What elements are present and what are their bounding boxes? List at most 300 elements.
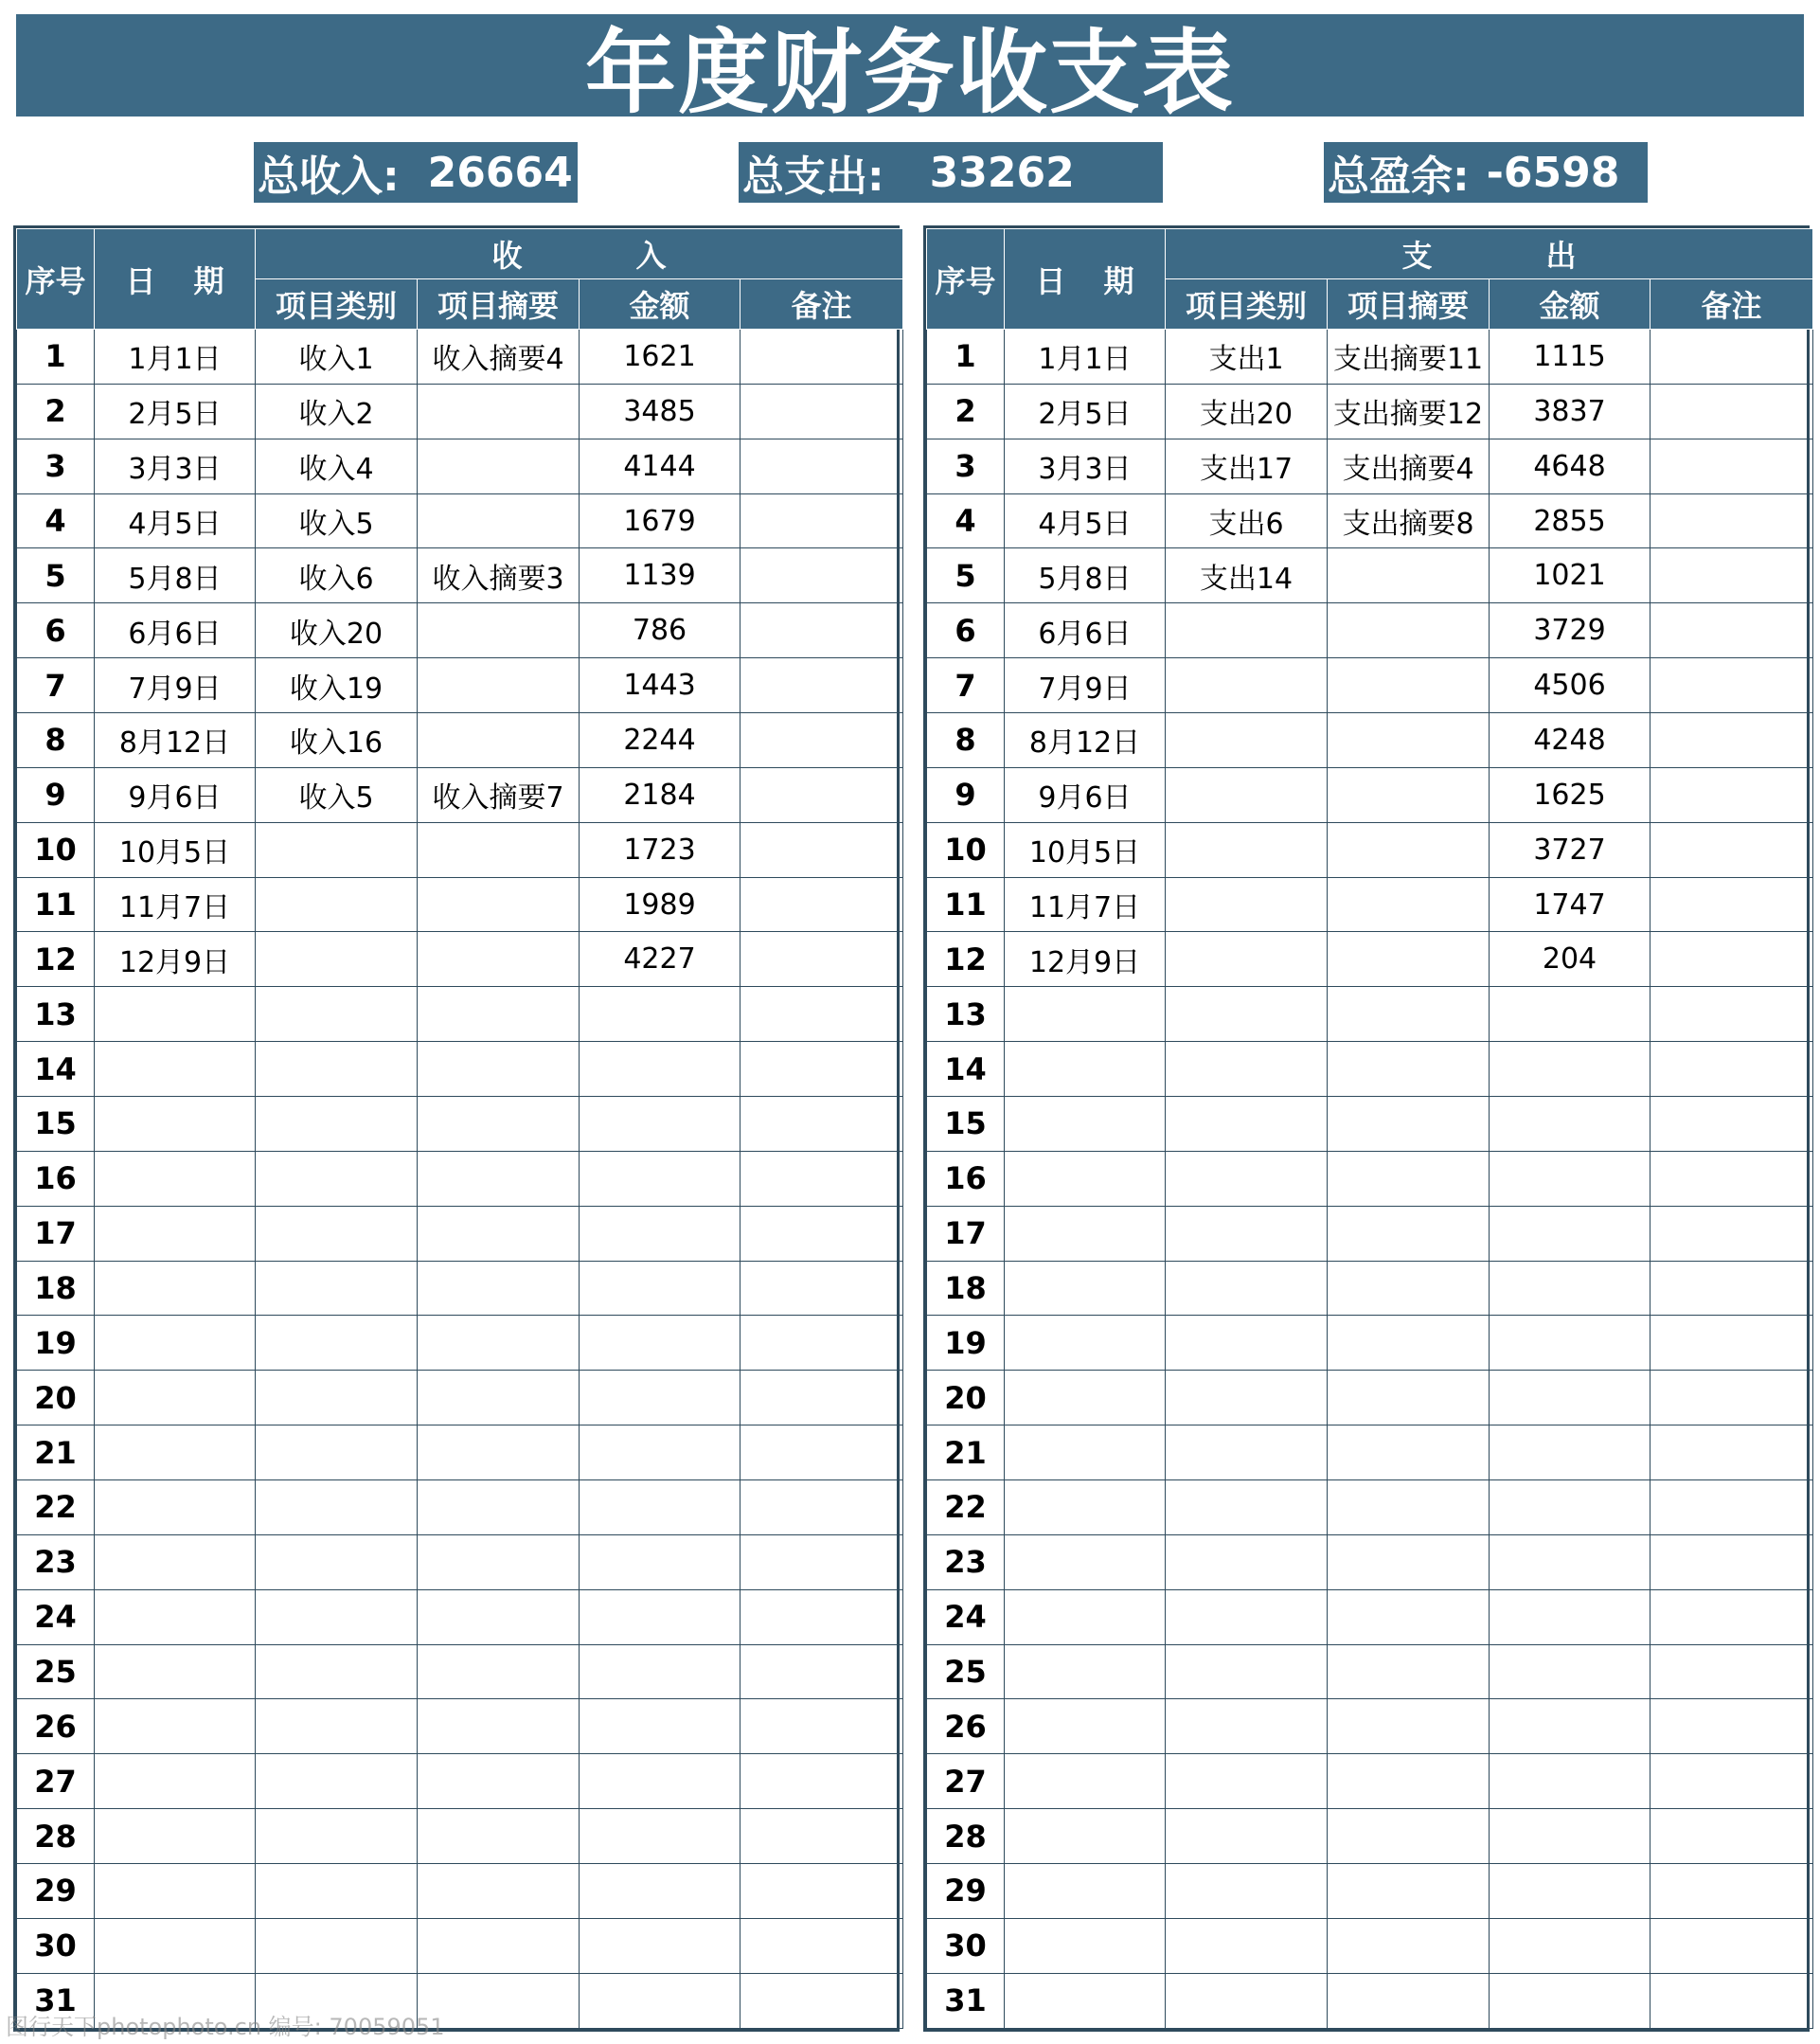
row-note bbox=[740, 1754, 903, 1809]
table-row bbox=[17, 439, 903, 493]
row-date bbox=[1005, 1699, 1166, 1754]
total-balance-label: 总盈余: bbox=[1328, 152, 1470, 201]
row-category bbox=[1166, 877, 1328, 932]
row-category bbox=[256, 877, 418, 932]
row-amount bbox=[1490, 1042, 1650, 1097]
row-category bbox=[256, 1754, 418, 1809]
row-note bbox=[1650, 932, 1813, 987]
row-number: 8 bbox=[927, 713, 1005, 768]
row-summary bbox=[418, 1042, 580, 1097]
row-category: 收入5 bbox=[256, 493, 418, 548]
row-amount: 1021 bbox=[1490, 548, 1650, 603]
row-category bbox=[1166, 1644, 1328, 1699]
row-amount bbox=[580, 1973, 740, 2028]
row-summary bbox=[418, 658, 580, 713]
row-category bbox=[1166, 1973, 1328, 2028]
row-category bbox=[256, 1042, 418, 1097]
table-row bbox=[927, 1644, 1813, 1699]
row-summary: 支出摘要12 bbox=[1328, 384, 1490, 439]
total-expense-label: 总支出: bbox=[742, 152, 884, 201]
row-summary bbox=[418, 932, 580, 987]
row-amount bbox=[1490, 1699, 1650, 1754]
row-number: 22 bbox=[927, 1480, 1005, 1535]
row-number: 27 bbox=[17, 1754, 95, 1809]
row-category: 收入5 bbox=[256, 767, 418, 822]
row-note bbox=[1650, 1261, 1813, 1316]
row-category bbox=[1166, 1316, 1328, 1371]
row-date bbox=[1005, 1206, 1166, 1261]
row-summary bbox=[418, 1371, 580, 1425]
date-header-part2: 期 bbox=[1103, 262, 1134, 299]
row-date bbox=[1005, 1534, 1166, 1589]
row-category bbox=[1166, 1809, 1328, 1864]
row-note bbox=[1650, 1371, 1813, 1425]
row-number: 13 bbox=[927, 987, 1005, 1042]
row-amount bbox=[580, 1371, 740, 1425]
row-summary bbox=[1328, 658, 1490, 713]
row-note bbox=[740, 1042, 903, 1097]
table-row bbox=[927, 658, 1813, 713]
row-number: 7 bbox=[927, 658, 1005, 713]
row-date: 6月6日 bbox=[95, 603, 256, 658]
row-number: 21 bbox=[17, 1425, 95, 1480]
table-row bbox=[927, 1809, 1813, 1864]
row-date bbox=[95, 1261, 256, 1316]
row-number: 14 bbox=[927, 1042, 1005, 1097]
row-note bbox=[1650, 1480, 1813, 1535]
row-amount: 4227 bbox=[580, 932, 740, 987]
row-number: 2 bbox=[17, 384, 95, 439]
row-note bbox=[740, 767, 903, 822]
total-balance-box bbox=[1324, 142, 1648, 203]
table-row bbox=[17, 767, 903, 822]
row-summary bbox=[418, 1097, 580, 1152]
income-group-part1: 收 bbox=[491, 238, 523, 274]
row-number: 18 bbox=[17, 1261, 95, 1316]
row-date bbox=[1005, 1809, 1166, 1864]
category-header: 项目类别 bbox=[256, 279, 418, 330]
table-row bbox=[17, 1042, 903, 1097]
row-number: 27 bbox=[927, 1754, 1005, 1809]
row-category bbox=[1166, 1042, 1328, 1097]
date-header bbox=[1005, 229, 1166, 330]
row-amount bbox=[1490, 1261, 1650, 1316]
row-summary bbox=[418, 1151, 580, 1206]
row-note bbox=[740, 1206, 903, 1261]
row-number: 12 bbox=[927, 932, 1005, 987]
table-row bbox=[17, 822, 903, 877]
row-note bbox=[1650, 1973, 1813, 2028]
row-summary bbox=[1328, 1809, 1490, 1864]
table-row bbox=[17, 1589, 903, 1644]
row-category bbox=[256, 1316, 418, 1371]
table-row bbox=[17, 1425, 903, 1480]
summary-header: 项目摘要 bbox=[418, 279, 580, 330]
row-summary: 支出摘要4 bbox=[1328, 439, 1490, 493]
row-summary: 收入摘要3 bbox=[418, 548, 580, 603]
row-amount: 2855 bbox=[1490, 493, 1650, 548]
row-number: 28 bbox=[17, 1809, 95, 1864]
row-category bbox=[256, 932, 418, 987]
watermark: 图行天下photophoto.cn 编号: 70059051 bbox=[6, 2014, 445, 2040]
row-amount bbox=[580, 1589, 740, 1644]
row-amount bbox=[1490, 1534, 1650, 1589]
row-category bbox=[1166, 1918, 1328, 1973]
row-date bbox=[1005, 1644, 1166, 1699]
category-header: 项目类别 bbox=[1166, 279, 1328, 330]
table-row bbox=[927, 713, 1813, 768]
table-row bbox=[17, 1316, 903, 1371]
table-row bbox=[17, 1534, 903, 1589]
row-amount bbox=[580, 1864, 740, 1919]
row-summary bbox=[1328, 767, 1490, 822]
row-summary bbox=[1328, 1042, 1490, 1097]
row-amount bbox=[1490, 1864, 1650, 1919]
row-amount bbox=[1490, 1206, 1650, 1261]
row-amount: 3729 bbox=[1490, 603, 1650, 658]
row-date: 10月5日 bbox=[1005, 822, 1166, 877]
row-note bbox=[740, 1261, 903, 1316]
row-note bbox=[740, 1699, 903, 1754]
row-amount: 3485 bbox=[580, 384, 740, 439]
row-category bbox=[1166, 1261, 1328, 1316]
row-number: 16 bbox=[927, 1151, 1005, 1206]
row-number: 25 bbox=[927, 1644, 1005, 1699]
row-amount bbox=[580, 1097, 740, 1152]
row-date bbox=[1005, 1316, 1166, 1371]
row-number: 19 bbox=[17, 1316, 95, 1371]
row-number: 31 bbox=[927, 1973, 1005, 2028]
row-number: 23 bbox=[17, 1534, 95, 1589]
row-amount bbox=[1490, 1097, 1650, 1152]
row-category bbox=[1166, 1699, 1328, 1754]
table-row bbox=[927, 1206, 1813, 1261]
row-summary bbox=[418, 1206, 580, 1261]
row-summary bbox=[1328, 1589, 1490, 1644]
row-amount bbox=[580, 1480, 740, 1535]
table-row bbox=[17, 1151, 903, 1206]
table-row bbox=[927, 1864, 1813, 1919]
row-date: 12月9日 bbox=[95, 932, 256, 987]
row-amount: 4248 bbox=[1490, 713, 1650, 768]
row-summary bbox=[1328, 877, 1490, 932]
row-summary bbox=[1328, 1097, 1490, 1152]
row-date bbox=[95, 1809, 256, 1864]
row-note bbox=[1650, 1918, 1813, 1973]
row-date bbox=[95, 1918, 256, 1973]
row-number: 26 bbox=[17, 1699, 95, 1754]
row-note bbox=[740, 877, 903, 932]
amount-header: 金额 bbox=[1490, 279, 1650, 330]
expense-group-part2: 出 bbox=[1545, 238, 1577, 274]
row-category bbox=[1166, 1206, 1328, 1261]
row-amount bbox=[580, 1699, 740, 1754]
row-summary bbox=[1328, 1371, 1490, 1425]
row-number: 5 bbox=[927, 548, 1005, 603]
row-number: 6 bbox=[927, 603, 1005, 658]
row-summary bbox=[418, 1644, 580, 1699]
row-date: 2月5日 bbox=[95, 384, 256, 439]
row-number: 10 bbox=[927, 822, 1005, 877]
table-row bbox=[17, 1699, 903, 1754]
row-summary bbox=[1328, 1699, 1490, 1754]
row-date bbox=[95, 1097, 256, 1152]
income-group-header bbox=[256, 229, 903, 279]
row-summary bbox=[1328, 822, 1490, 877]
row-category: 收入4 bbox=[256, 439, 418, 493]
row-number: 30 bbox=[927, 1918, 1005, 1973]
row-summary bbox=[418, 1534, 580, 1589]
expense-table bbox=[923, 225, 1810, 2032]
row-summary bbox=[418, 1699, 580, 1754]
row-category bbox=[256, 1918, 418, 1973]
table-row bbox=[17, 1754, 903, 1809]
row-category bbox=[1166, 603, 1328, 658]
row-summary bbox=[1328, 1316, 1490, 1371]
row-summary bbox=[418, 603, 580, 658]
row-number: 3 bbox=[17, 439, 95, 493]
row-amount bbox=[1490, 1371, 1650, 1425]
row-category bbox=[1166, 767, 1328, 822]
row-category bbox=[256, 1261, 418, 1316]
table-row bbox=[17, 658, 903, 713]
row-amount bbox=[580, 987, 740, 1042]
table-row bbox=[927, 1425, 1813, 1480]
row-number: 1 bbox=[927, 330, 1005, 385]
row-summary bbox=[418, 1316, 580, 1371]
row-amount: 204 bbox=[1490, 932, 1650, 987]
row-amount bbox=[580, 1809, 740, 1864]
row-summary bbox=[1328, 1480, 1490, 1535]
row-note bbox=[1650, 822, 1813, 877]
row-date bbox=[95, 1480, 256, 1535]
table-row bbox=[927, 767, 1813, 822]
row-note bbox=[1650, 1151, 1813, 1206]
table-row bbox=[927, 493, 1813, 548]
row-note bbox=[740, 1864, 903, 1919]
table-row bbox=[927, 439, 1813, 493]
row-category bbox=[1166, 932, 1328, 987]
row-category: 收入2 bbox=[256, 384, 418, 439]
row-amount: 2244 bbox=[580, 713, 740, 768]
row-date: 3月3日 bbox=[95, 439, 256, 493]
row-category bbox=[256, 1699, 418, 1754]
table-row bbox=[927, 1151, 1813, 1206]
date-header bbox=[95, 229, 256, 330]
row-note bbox=[740, 493, 903, 548]
row-date: 9月6日 bbox=[95, 767, 256, 822]
row-category bbox=[1166, 987, 1328, 1042]
table-row bbox=[17, 1644, 903, 1699]
row-number: 22 bbox=[17, 1480, 95, 1535]
table-row bbox=[17, 1206, 903, 1261]
row-number: 14 bbox=[17, 1042, 95, 1097]
row-number: 17 bbox=[927, 1206, 1005, 1261]
row-amount: 1723 bbox=[580, 822, 740, 877]
row-category: 支出17 bbox=[1166, 439, 1328, 493]
row-number: 23 bbox=[927, 1534, 1005, 1589]
row-number: 9 bbox=[927, 767, 1005, 822]
page-title: 年度财务收支表 bbox=[16, 14, 1804, 117]
table-row bbox=[927, 548, 1813, 603]
row-date: 5月8日 bbox=[95, 548, 256, 603]
table-row bbox=[927, 1316, 1813, 1371]
row-note bbox=[740, 1644, 903, 1699]
note-header: 备注 bbox=[740, 279, 903, 330]
row-number: 8 bbox=[17, 713, 95, 768]
row-amount: 4648 bbox=[1490, 439, 1650, 493]
date-header-part2: 期 bbox=[193, 262, 224, 299]
row-summary bbox=[1328, 1864, 1490, 1919]
row-category bbox=[1166, 1480, 1328, 1535]
note-header: 备注 bbox=[1650, 279, 1813, 330]
row-note bbox=[740, 1480, 903, 1535]
row-amount bbox=[580, 1644, 740, 1699]
row-date: 8月12日 bbox=[95, 713, 256, 768]
row-note bbox=[1650, 767, 1813, 822]
row-date bbox=[95, 1699, 256, 1754]
row-category: 收入19 bbox=[256, 658, 418, 713]
row-summary bbox=[1328, 1644, 1490, 1699]
row-summary: 收入摘要7 bbox=[418, 767, 580, 822]
row-category bbox=[256, 1097, 418, 1152]
row-note bbox=[740, 1151, 903, 1206]
row-amount: 1747 bbox=[1490, 877, 1650, 932]
row-date: 9月6日 bbox=[1005, 767, 1166, 822]
row-number: 17 bbox=[17, 1206, 95, 1261]
row-note bbox=[740, 1371, 903, 1425]
row-date bbox=[1005, 1864, 1166, 1919]
row-summary bbox=[418, 1918, 580, 1973]
seq-header: 序号 bbox=[17, 229, 95, 330]
row-date bbox=[1005, 1097, 1166, 1152]
row-amount bbox=[580, 1425, 740, 1480]
row-number: 6 bbox=[17, 603, 95, 658]
table-row bbox=[17, 1864, 903, 1919]
row-category: 收入20 bbox=[256, 603, 418, 658]
row-note bbox=[1650, 1589, 1813, 1644]
row-amount bbox=[1490, 1754, 1650, 1809]
table-row bbox=[17, 330, 903, 385]
row-category bbox=[1166, 1754, 1328, 1809]
row-category bbox=[256, 1151, 418, 1206]
row-number: 28 bbox=[927, 1809, 1005, 1864]
row-note bbox=[1650, 658, 1813, 713]
table-row bbox=[17, 932, 903, 987]
row-note bbox=[740, 987, 903, 1042]
row-number: 25 bbox=[17, 1644, 95, 1699]
row-note bbox=[740, 1425, 903, 1480]
row-note bbox=[1650, 1206, 1813, 1261]
row-summary bbox=[418, 713, 580, 768]
row-summary bbox=[418, 1809, 580, 1864]
row-date bbox=[1005, 1371, 1166, 1425]
row-note bbox=[1650, 987, 1813, 1042]
row-number: 18 bbox=[927, 1261, 1005, 1316]
row-category bbox=[1166, 1425, 1328, 1480]
row-amount bbox=[1490, 1918, 1650, 1973]
row-note bbox=[1650, 1699, 1813, 1754]
row-summary bbox=[1328, 713, 1490, 768]
row-number: 3 bbox=[927, 439, 1005, 493]
row-number: 30 bbox=[17, 1918, 95, 1973]
row-amount bbox=[580, 1261, 740, 1316]
row-date: 5月8日 bbox=[1005, 548, 1166, 603]
row-amount bbox=[580, 1316, 740, 1371]
row-summary bbox=[1328, 548, 1490, 603]
row-number: 20 bbox=[927, 1371, 1005, 1425]
row-category bbox=[1166, 1589, 1328, 1644]
row-date bbox=[95, 1589, 256, 1644]
total-balance-value: -6598 bbox=[1486, 148, 1620, 197]
date-header-part1: 日 bbox=[1035, 262, 1066, 299]
row-amount bbox=[1490, 1151, 1650, 1206]
table-row bbox=[927, 1589, 1813, 1644]
row-summary bbox=[418, 1480, 580, 1535]
row-amount: 1139 bbox=[580, 548, 740, 603]
row-summary bbox=[418, 1589, 580, 1644]
row-date: 1月1日 bbox=[95, 330, 256, 385]
row-date bbox=[1005, 1425, 1166, 1480]
table-row bbox=[17, 877, 903, 932]
row-note bbox=[1650, 548, 1813, 603]
row-date bbox=[95, 1425, 256, 1480]
row-amount bbox=[1490, 1316, 1650, 1371]
row-category bbox=[1166, 1151, 1328, 1206]
row-date bbox=[95, 1151, 256, 1206]
table-row bbox=[17, 603, 903, 658]
table-row bbox=[927, 1261, 1813, 1316]
table-row bbox=[17, 987, 903, 1042]
row-note bbox=[740, 330, 903, 385]
row-number: 12 bbox=[17, 932, 95, 987]
row-number: 2 bbox=[927, 384, 1005, 439]
row-amount: 3837 bbox=[1490, 384, 1650, 439]
row-number: 15 bbox=[927, 1097, 1005, 1152]
row-date: 4月5日 bbox=[1005, 493, 1166, 548]
row-category bbox=[256, 1206, 418, 1261]
row-category bbox=[256, 1425, 418, 1480]
row-note bbox=[740, 384, 903, 439]
row-number: 29 bbox=[927, 1864, 1005, 1919]
row-number: 4 bbox=[927, 493, 1005, 548]
row-note bbox=[740, 658, 903, 713]
table-row bbox=[17, 493, 903, 548]
table-row bbox=[927, 1973, 1813, 2028]
row-number: 5 bbox=[17, 548, 95, 603]
row-amount bbox=[1490, 1425, 1650, 1480]
row-note bbox=[740, 932, 903, 987]
row-date: 1月1日 bbox=[1005, 330, 1166, 385]
row-note bbox=[1650, 330, 1813, 385]
row-summary bbox=[418, 877, 580, 932]
table-row bbox=[927, 1699, 1813, 1754]
row-category: 收入6 bbox=[256, 548, 418, 603]
table-row bbox=[927, 877, 1813, 932]
table-row bbox=[927, 1097, 1813, 1152]
row-number: 1 bbox=[17, 330, 95, 385]
row-date: 10月5日 bbox=[95, 822, 256, 877]
row-category bbox=[1166, 822, 1328, 877]
row-note bbox=[1650, 1644, 1813, 1699]
table-row bbox=[927, 822, 1813, 877]
row-date bbox=[1005, 1918, 1166, 1973]
income-table bbox=[13, 225, 900, 2032]
row-summary bbox=[418, 1864, 580, 1919]
row-date: 4月5日 bbox=[95, 493, 256, 548]
table-row bbox=[17, 1261, 903, 1316]
row-amount: 786 bbox=[580, 603, 740, 658]
